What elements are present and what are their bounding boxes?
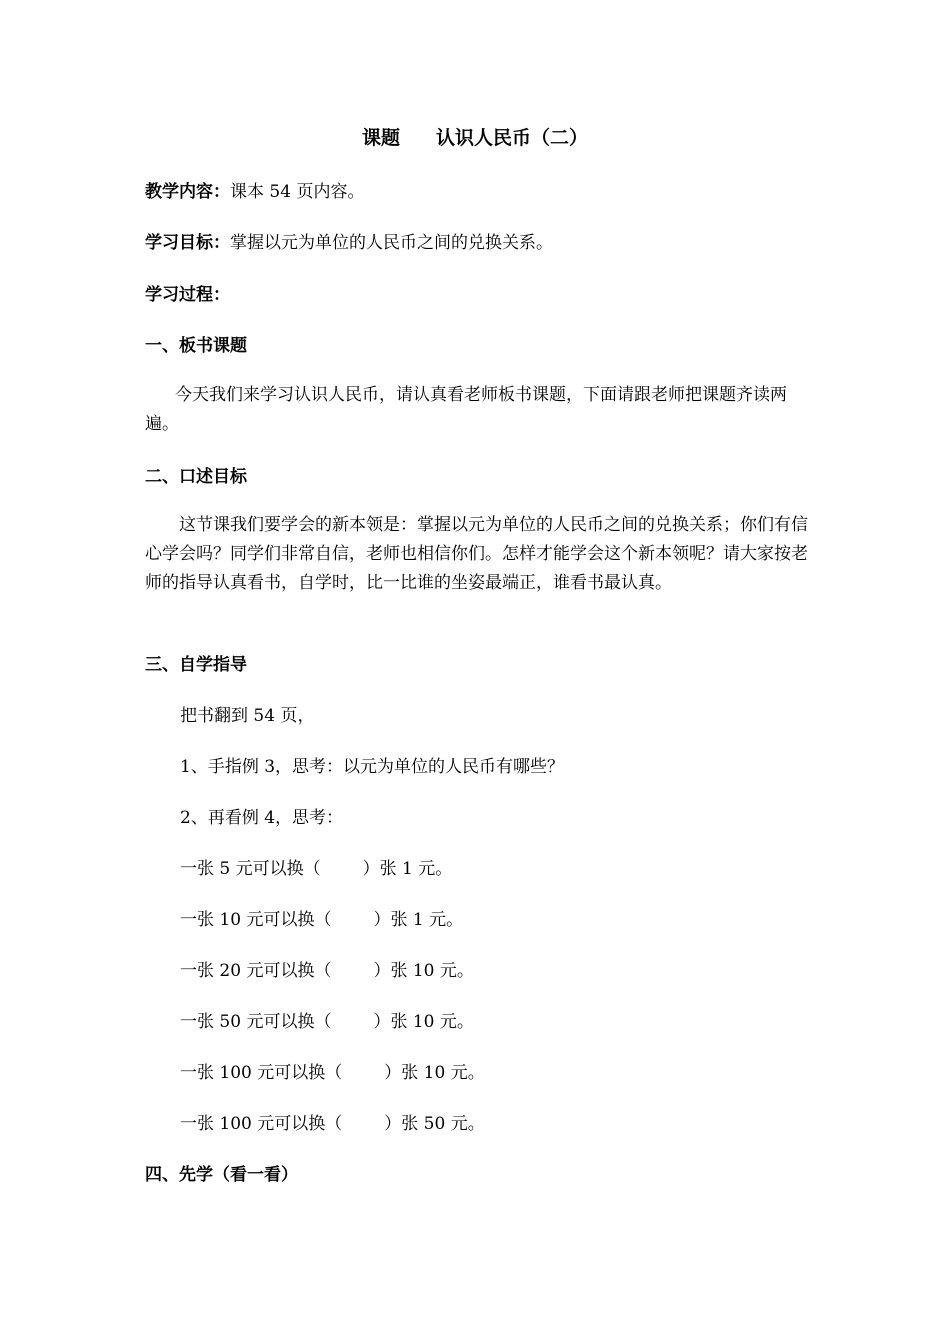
section3-question2: 2、再看例 4，思考： xyxy=(180,808,344,828)
content-line xyxy=(145,181,364,203)
page-title xyxy=(0,127,950,149)
section1-text: 今天我们来学习认识人民币，请认真看老师板书课题，下面请跟老师把课题齐读两遍。 xyxy=(145,385,787,434)
exchange-item: 一张 100 元可以换（ ）张 50 元。 xyxy=(180,1114,485,1134)
section3-heading: 三、自学指导 xyxy=(145,655,247,675)
section4-heading: 四、先学（看一看） xyxy=(145,1165,298,1185)
content-value: 课本 54 页内容。 xyxy=(230,182,365,202)
section3-intro: 把书翻到 54 页， xyxy=(180,706,315,726)
exchange-item: 一张 50 元可以换（ ）张 10 元。 xyxy=(180,1012,474,1032)
exchange-item: 一张 20 元可以换（ ）张 10 元。 xyxy=(180,961,474,981)
section2-text: 这节课我们要学会的新本领是：掌握以元为单位的人民币之间的兑换关系；你们有信心学会吗？同学们非常自信，老师也相信你们。怎样才能学会这个新本领呢？请大家按老师的指导认真看书，自学时，比一比谁的坐姿最端正，谁看书最认真。 xyxy=(145,515,808,593)
exchange-item: 一张 100 元可以换（ ）张 10 元。 xyxy=(180,1063,485,1083)
process-label: 学习过程： xyxy=(145,285,230,305)
exchange-item: 一张 5 元可以换（ ）张 1 元。 xyxy=(180,859,453,879)
title-left: 课题 xyxy=(361,127,400,149)
content-label: 教学内容： xyxy=(145,182,230,202)
title-right: 认识人民币（二） xyxy=(436,127,589,149)
objective-label: 学习目标： xyxy=(145,233,230,253)
section1-heading: 一、板书课题 xyxy=(145,336,247,356)
section3-question1: 1、手指例 3，思考：以元为单位的人民币有哪些？ xyxy=(180,757,565,777)
exchange-item: 一张 10 元可以换（ ）张 1 元。 xyxy=(180,910,464,930)
objective-value: 掌握以元为单位的人民币之间的兑换关系。 xyxy=(230,233,553,253)
section2-heading: 二、口述目标 xyxy=(145,467,247,487)
objective-line xyxy=(145,232,553,254)
